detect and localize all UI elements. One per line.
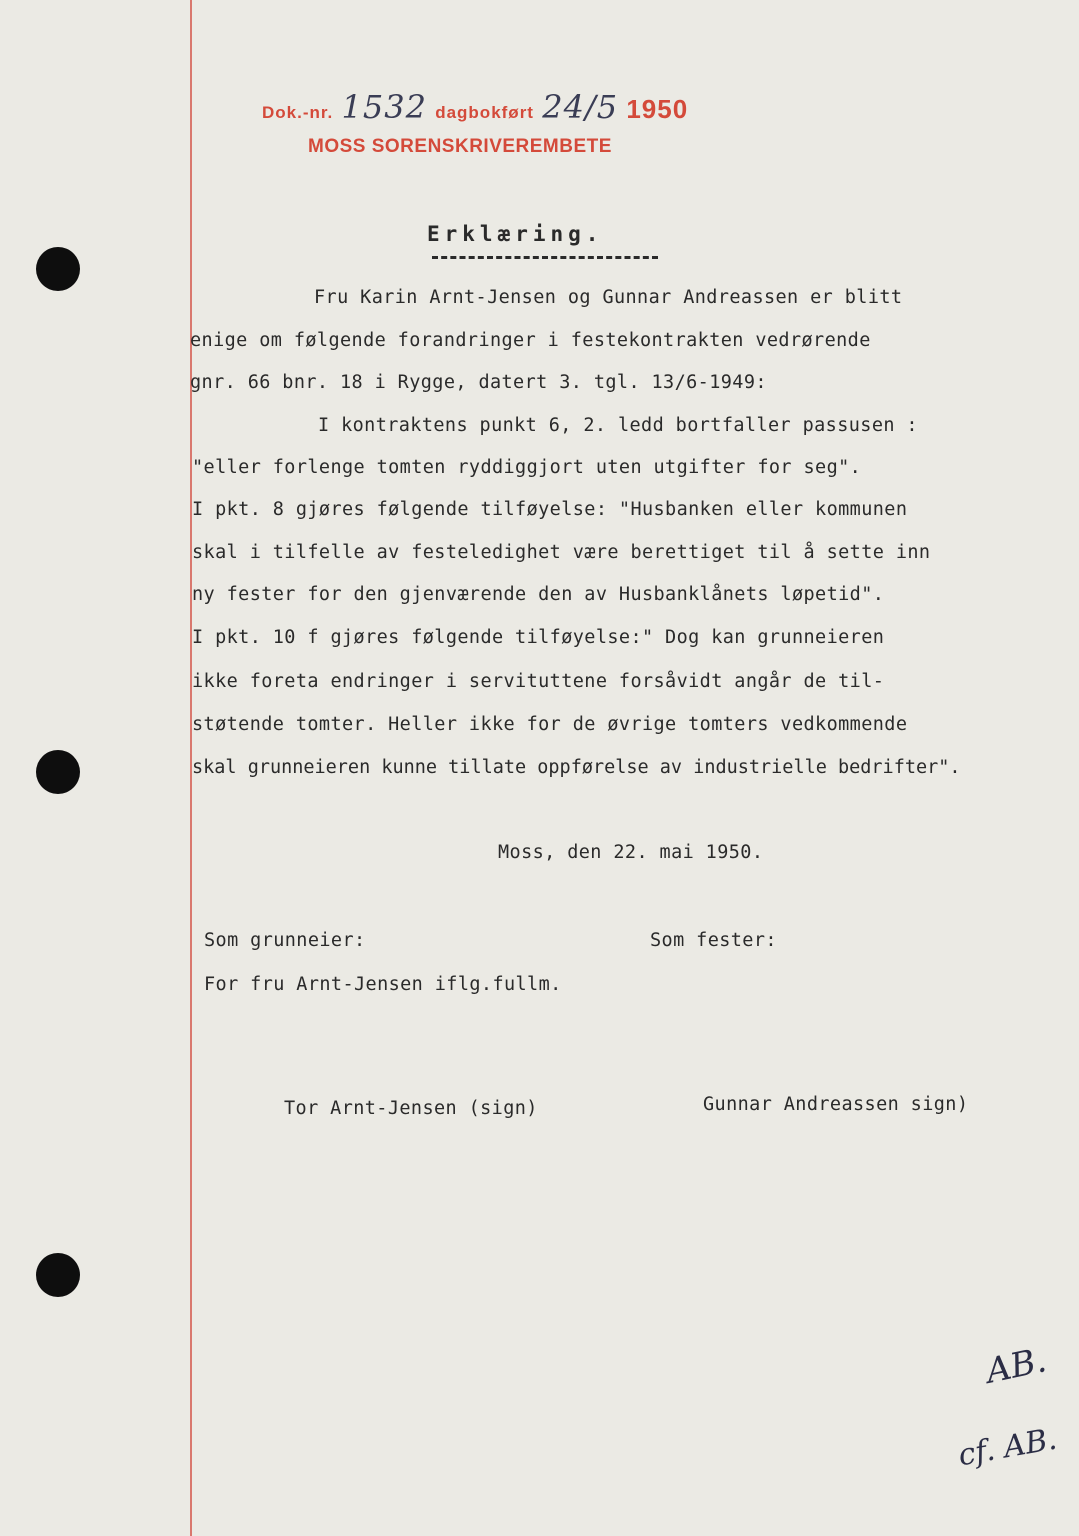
left-role: Som grunneier: — [204, 930, 366, 951]
body-line: gnr. 66 bnr. 18 i Rygge, datert 3. tgl. 13/6-1949: — [190, 372, 767, 393]
document-title: Erklæring. — [427, 222, 604, 246]
right-role: Som fester: — [650, 930, 777, 951]
punch-hole-middle — [36, 750, 80, 794]
right-signature: Gunnar Andreassen sign) — [703, 1094, 969, 1115]
handwritten-initials: AB. — [982, 1340, 1050, 1392]
body-line: ikke foreta endringer i servituttene forsåvidt angår de til- — [192, 671, 885, 692]
body-line: enige om følgende forandringer i festekontrakten vedrørende — [190, 330, 871, 351]
body-line: "eller forlenge tomten ryddiggjort uten utgifter for seg". — [192, 457, 862, 478]
stamp-label-date: dagbokført — [435, 103, 534, 122]
body-line: I pkt. 10 f gjøres følgende tilføyelse:" Dog kan grunneieren — [192, 627, 885, 648]
punch-hole-top — [36, 247, 80, 291]
body-line: skal i tilfelle av festeledighet være berettiget til å sette inn — [192, 542, 931, 563]
stamp-date-handwritten: 24/5 — [542, 88, 619, 126]
punch-hole-bottom — [36, 1253, 80, 1297]
body-line: I pkt. 8 gjøres følgende tilføyelse: "Husbanken eller kommunen — [192, 499, 908, 520]
stamp-doc-number: 1532 — [341, 88, 427, 126]
body-line: I kontraktens punkt 6, 2. ledd bortfaller passusen : — [318, 415, 918, 436]
body-line: støtende tomter. Heller ikke for de øvrige tomters vedkommende — [192, 714, 908, 735]
body-line: skal grunneieren kunne tillate oppførelse av industrielle bedrifter". — [192, 757, 961, 778]
stamp-label-prefix: Dok.-nr. — [262, 103, 334, 122]
stamp-office: MOSS SORENSKRIVEREMBETE — [308, 136, 612, 157]
body-line: Fru Karin Arnt-Jensen og Gunnar Andreassen er blitt — [314, 287, 903, 308]
proxy-note: For fru Arnt-Jensen iflg.fullm. — [204, 974, 562, 995]
title-underline — [432, 256, 658, 259]
body-line: ny fester for den gjenværende den av Husbanklånets løpetid". — [192, 584, 885, 605]
handwritten-initials: cf. AB. — [955, 1421, 1060, 1474]
left-signature: Tor Arnt-Jensen (sign) — [284, 1098, 538, 1119]
stamp-year: 1950 — [626, 94, 689, 124]
place-date: Moss, den 22. mai 1950. — [498, 842, 764, 863]
registry-stamp — [262, 88, 688, 126]
